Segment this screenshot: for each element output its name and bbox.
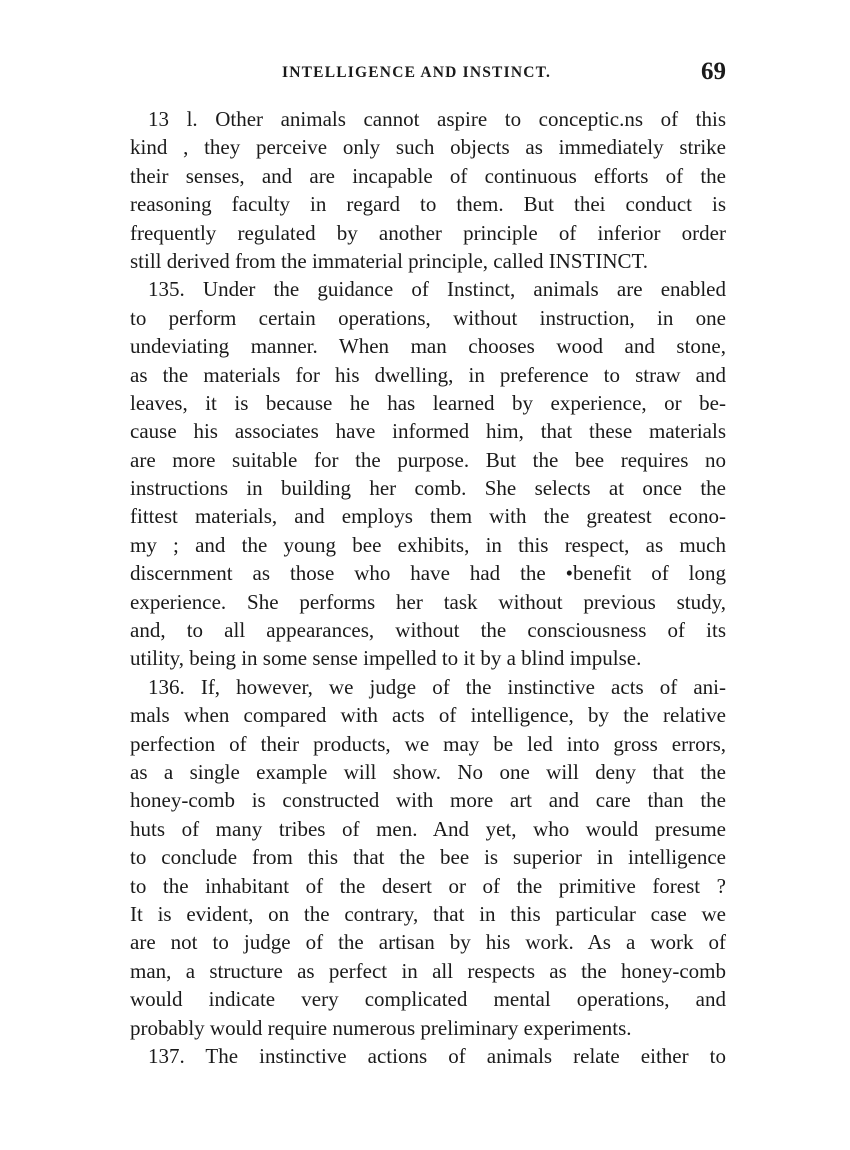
body-text <box>130 105 726 1070</box>
text-line: huts of many tribes of men. And yet, who would presume <box>130 816 726 841</box>
text-line: to conclude from this that the bee is superior in intelligence <box>130 845 726 870</box>
text-line: would indicate very complicated mental operations, and <box>130 987 726 1012</box>
text-line: leaves, it is because he has learned by experience, or be- <box>130 390 726 415</box>
text-line: 135. Under the guidance of Instinct, animals are enabled <box>148 277 726 302</box>
text-line: are not to judge of the artisan by his work. As a work of <box>130 930 726 955</box>
text-line: undeviating manner. When man chooses wood and stone, <box>130 334 726 359</box>
text-line: perfection of their products, we may be led into gross errors, <box>130 731 726 756</box>
text-line: still derived from the immaterial principle, called INSTINCT. <box>130 248 649 273</box>
text-line: to the inhabitant of the desert or of the primitive forest ? <box>130 873 726 898</box>
page-number: 69 <box>701 58 726 85</box>
text-line: are more suitable for the purpose. But the bee requires no <box>130 447 726 472</box>
text-line: mals when compared with acts of intelligence, by the relative <box>130 703 726 728</box>
text-line: my ; and the young bee exhibits, in this respect, as much <box>130 532 726 557</box>
text-line: 136. If, however, we judge of the instinctive acts of ani- <box>148 674 726 699</box>
text-line: kind , they perceive only such objects as immediately strike <box>130 135 726 160</box>
text-line: experience. She performs her task without previous study, <box>130 589 726 614</box>
text-line: reasoning faculty in regard to them. But thei conduct is <box>130 192 726 217</box>
text-line: utility, being in some sense impelled to it by a blind impulse. <box>130 646 642 671</box>
text-line: 13 l. Other animals cannot aspire to conceptic.ns of this <box>148 107 726 131</box>
running-head-title: INTELLIGENCE AND INSTINCT. <box>282 64 552 81</box>
text-line: 137. The instinctive actions of animals relate either to <box>148 1043 726 1068</box>
text-line: It is evident, on the contrary, that in this particular case we <box>130 901 726 926</box>
text-line: and, to all appearances, without the consciousness of its <box>130 618 726 643</box>
text-line: man, a structure as perfect in all respects as the honey-comb <box>130 958 726 983</box>
text-line: fittest materials, and employs them with the greatest econo- <box>130 504 726 529</box>
text-line: probably would require numerous preliminary experiments. <box>130 1015 632 1040</box>
text-line: frequently regulated by another principle of inferior order <box>130 220 726 245</box>
text-line: to perform certain operations, without instruction, in one <box>130 305 726 330</box>
text-line: cause his associates have informed him, that these materials <box>130 419 726 444</box>
text-line: honey-comb is constructed with more art and care than the <box>130 788 726 813</box>
text-line: their senses, and are incapable of continuous efforts of the <box>130 163 726 188</box>
text-line: instructions in building her comb. She selects at once the <box>130 476 726 501</box>
running-head <box>130 58 726 92</box>
text-line: as the materials for his dwelling, in preference to straw and <box>130 362 726 387</box>
text-line: discernment as those who have had the •benefit of long <box>130 561 726 586</box>
text-line: as a single example will show. No one will deny that the <box>130 759 726 784</box>
